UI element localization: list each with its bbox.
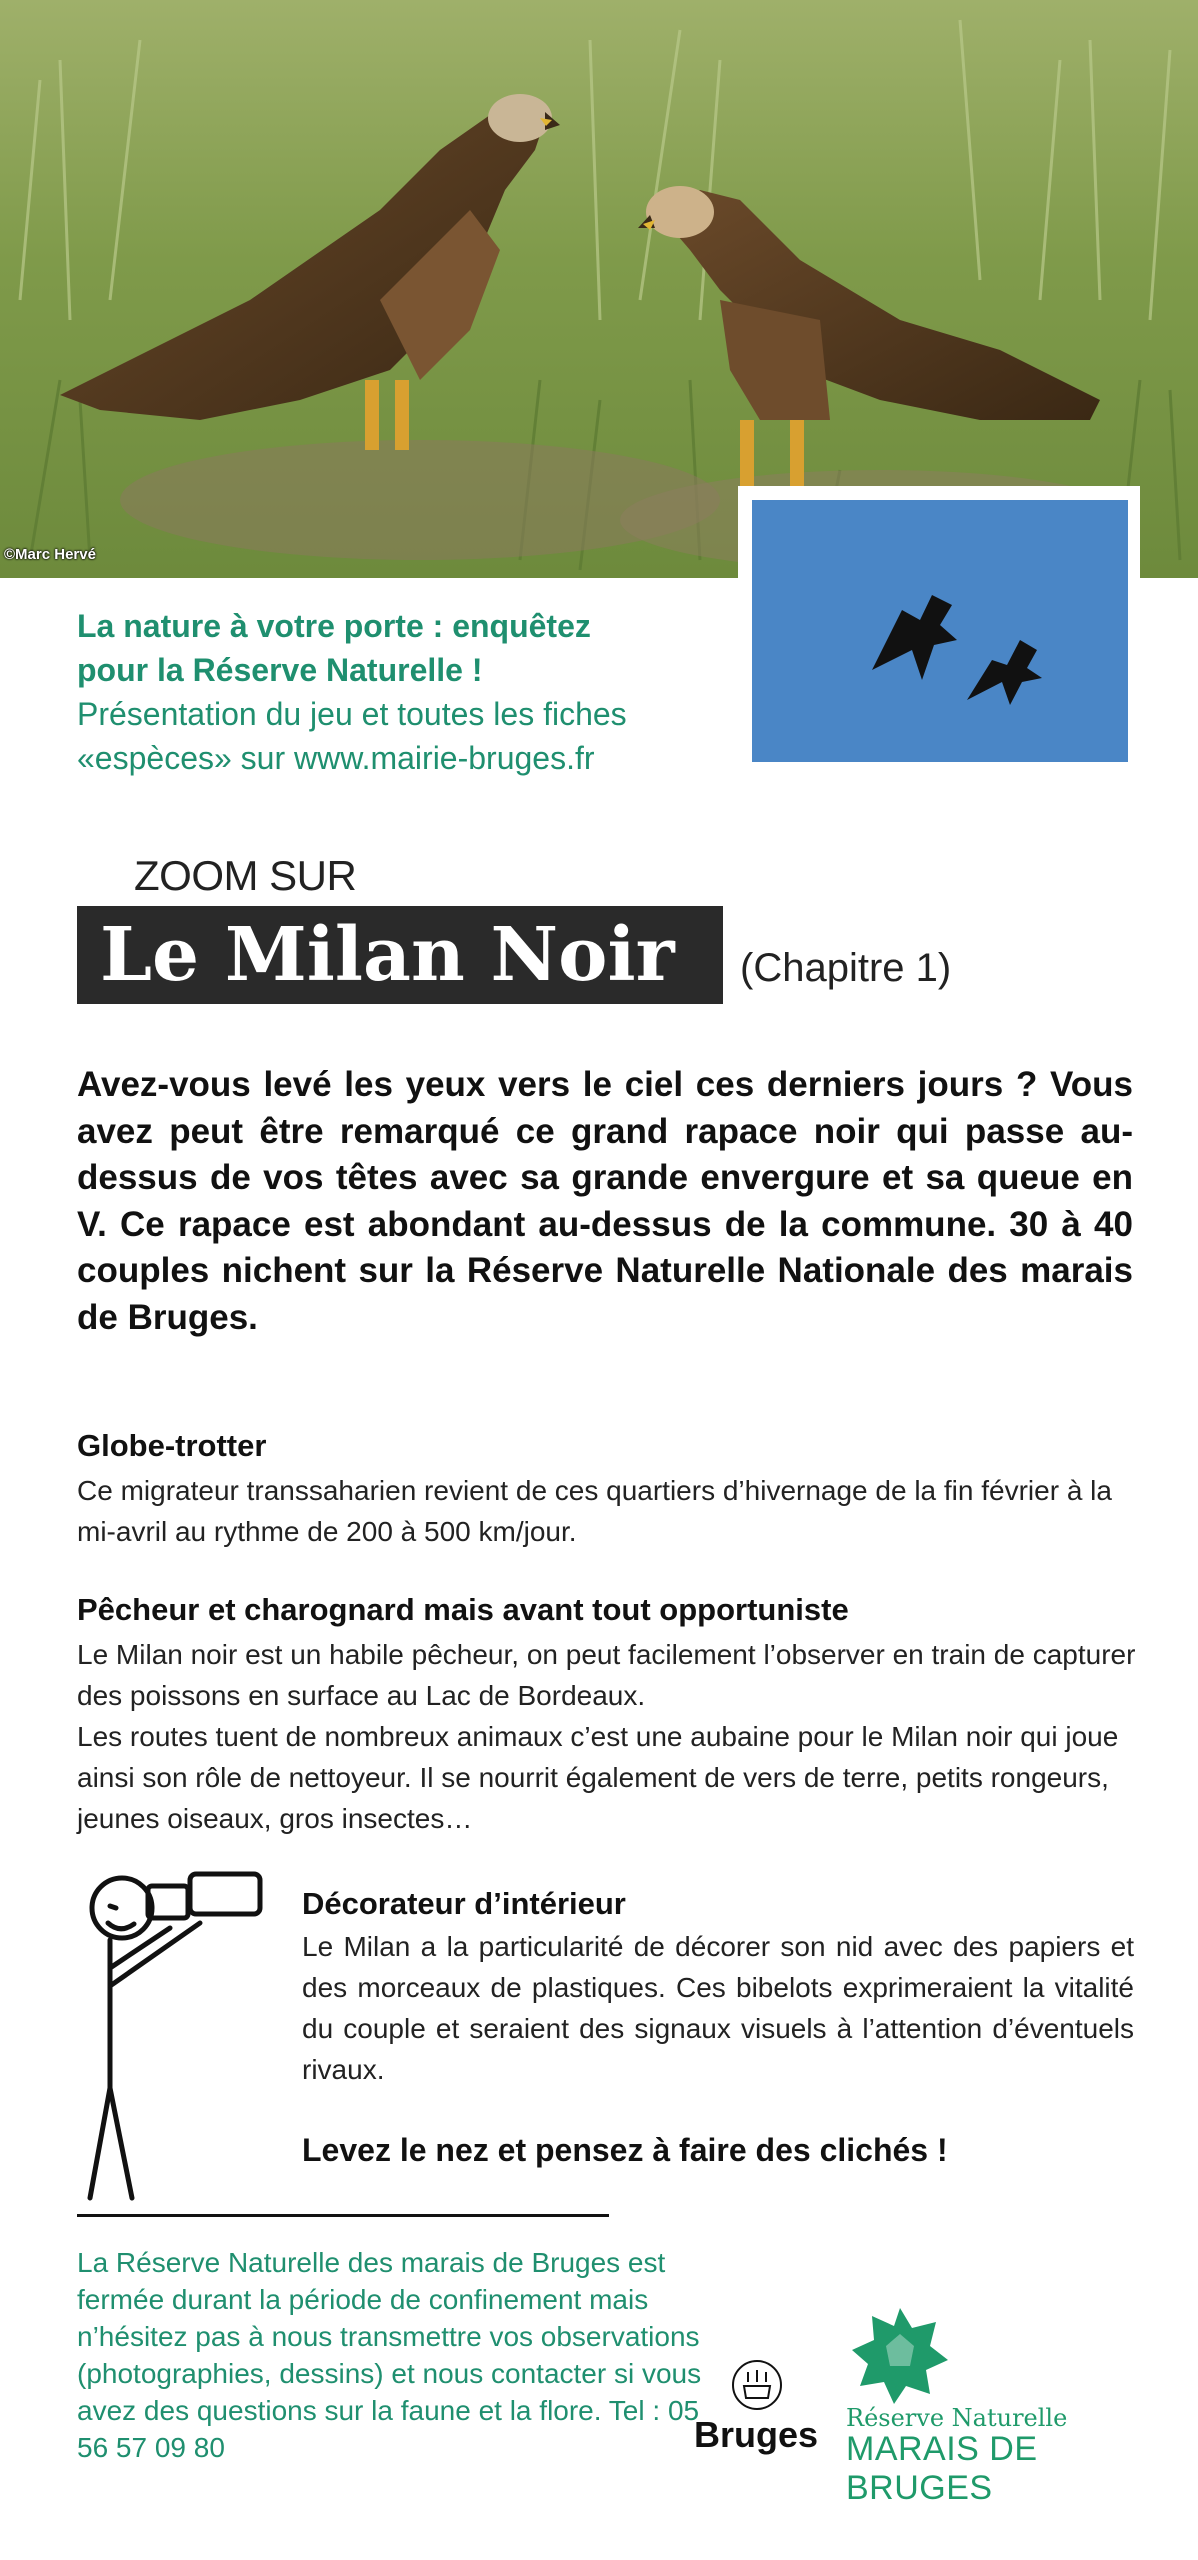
bruges-logo-text: Bruges	[693, 2414, 819, 2455]
section-title-globe-trotter: Globe-trotter	[77, 1428, 267, 1463]
intro-text-1: Présentation du jeu et toutes les fiches	[77, 696, 627, 732]
reserve-star-icon	[850, 2306, 950, 2406]
call-to-action: Levez le nez et pensez à faire des clichés !	[302, 2132, 948, 2168]
intro-block	[77, 604, 737, 780]
bruges-crest-icon	[730, 2358, 784, 2412]
intro-headline-2: pour la Réserve Naturelle !	[77, 652, 483, 688]
reserve-logo-line2: MARAIS DE BRUGES	[846, 2430, 1038, 2507]
section-text-pecheur-1: Le Milan noir est un habile pêcheur, on peut facilement l’observer en train de capturer des poissons en surface au Lac de Bordeaux.	[77, 1639, 1136, 1711]
section-text-globe-trotter: Ce migrateur transsaharien revient de ces quartiers d’hivernage de la fin février à la mi-avril au rythme de 200 à 500 km/jour.	[77, 1475, 1112, 1547]
section-text-pecheur	[77, 1634, 1137, 1839]
reserve-logo-line1: Réserve Naturelle	[846, 2404, 1068, 2432]
chapter-label: (Chapitre 1)	[740, 946, 952, 990]
intro-text-2: «espèces» sur www.mairie-bruges.fr	[77, 740, 595, 776]
section-title-decorateur: Décorateur d’intérieur	[302, 1886, 626, 1921]
zoom-kicker: ZOOM SUR	[134, 852, 357, 899]
flying-kites-photo-frame	[738, 486, 1140, 776]
intro-headline-1: La nature à votre porte : enquêtez	[77, 608, 591, 644]
section-text-pecheur-2: Les routes tuent de nombreux animaux c’est une aubaine pour le Milan noir qui joue ainsi son rôle de nettoyeur. Il se nourrit également de vers de terre, petits rongeurs, jeunes oiseaux, gros insectes…	[77, 1721, 1119, 1834]
page-title: Le Milan Noir	[100, 912, 675, 998]
section-text-decorateur: Le Milan a la particularité de décorer son nid avec des papiers et des morceaux de plastiques. Ces bibelots exprimeraient la vitalité du couple et seraient des signaux visuels à l’attention d’éventuels rivaux.	[302, 1931, 1134, 2085]
footer-divider	[77, 2214, 609, 2217]
lead-paragraph: Avez-vous levé les yeux vers le ciel ces derniers jours ? Vous avez peut être remarqué ce grand rapace noir qui passe au-dessus de vos têtes avec sa grande envergure et sa queue en V. Ce rapace est abondant au-dessus de la commune. 30 à 40 couples nichent sur la Réserve Naturelle Nationale des marais de Bruges.	[77, 1065, 1133, 1337]
flying-kites-photo	[752, 500, 1128, 762]
bruges-logo	[686, 2358, 826, 2468]
photo-credit: ©Marc Hervé	[4, 546, 96, 563]
binoculars-figure-icon	[70, 1868, 270, 2208]
reserve-naturelle-logo	[840, 2306, 1150, 2507]
section-title-pecheur: Pêcheur et charognard mais avant tout opportuniste	[77, 1592, 849, 1627]
footer-text: La Réserve Naturelle des marais de Bruges est fermée durant la période de confinement mais n’hésitez pas à nous transmettre vos observations (photographies, dessins) et nous contacter si vous avez des questions sur la faune et la flore. Tel : 05 56 57 09 80	[77, 2247, 702, 2463]
